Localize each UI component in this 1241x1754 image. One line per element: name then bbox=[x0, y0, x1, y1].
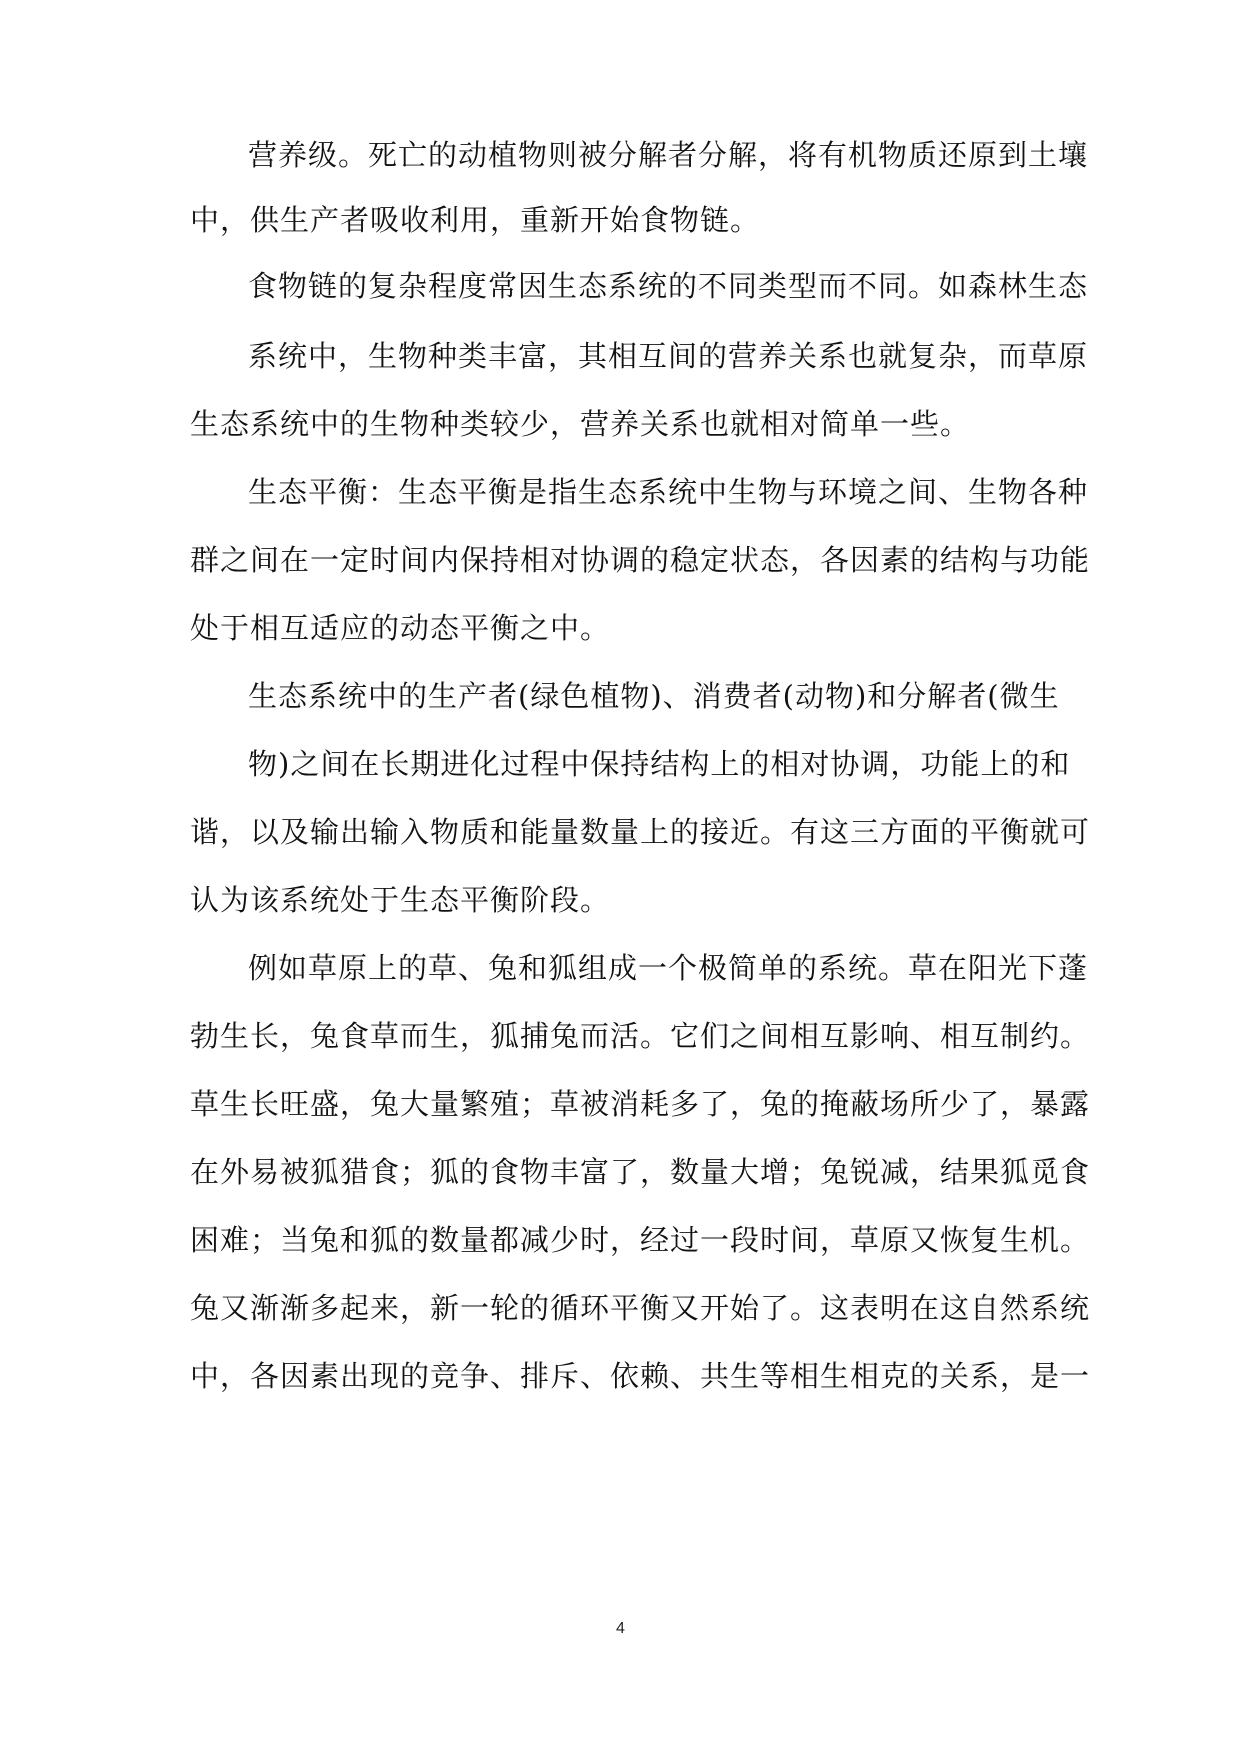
text-line: 勃生长，兔食草而生，狐捕兔而活。它们之间相互影响、相互制约。 bbox=[190, 1019, 1091, 1053]
text-line: 中，各因素出现的竞争、排斥、依赖、共生等相生相克的关系，是一 bbox=[190, 1359, 1091, 1393]
text-line: 在外易被狐猎食；狐的食物丰富了，数量大增；兔锐减，结果狐觅食 bbox=[190, 1155, 1091, 1189]
text-line: 系统中，生物种类丰富，其相互间的营养关系也就复杂，而草原 bbox=[248, 339, 1089, 373]
text-line: 中，供生产者吸收利用，重新开始食物链。 bbox=[190, 203, 761, 237]
text-line: 处于相互适应的动态平衡之中。 bbox=[190, 611, 611, 645]
text-line: 生态系统中的生产者(绿色植物)、消费者(动物)和分解者(微生 bbox=[248, 679, 1060, 713]
text-line: 例如草原上的草、兔和狐组成一个极简单的系统。草在阳光下蓬 bbox=[248, 951, 1089, 985]
text-line: 草生长旺盛，兔大量繁殖；草被消耗多了，兔的掩蔽场所少了，暴露 bbox=[190, 1087, 1091, 1121]
text-line: 物)之间在长期进化过程中保持结构上的相对协调，功能上的和 bbox=[248, 747, 1071, 781]
text-line: 食物链的复杂程度常因生态系统的不同类型而不同。如森林生态 bbox=[248, 269, 1089, 303]
text-line: 兔又渐渐多起来，新一轮的循环平衡又开始了。这表明在这自然系统 bbox=[190, 1291, 1091, 1325]
text-line: 认为该系统处于生态平衡阶段。 bbox=[190, 883, 611, 917]
text-line: 谐，以及输出输入物质和能量数量上的接近。有这三方面的平衡就可 bbox=[190, 815, 1091, 849]
text-line: 营养级。死亡的动植物则被分解者分解，将有机物质还原到土壤 bbox=[248, 138, 1089, 172]
text-line: 群之间在一定时间内保持相对协调的稳定状态，各因素的结构与功能 bbox=[190, 543, 1091, 577]
text-line: 生态系统中的生物种类较少，营养关系也就相对简单一些。 bbox=[190, 407, 971, 441]
text-line: 生态平衡：生态平衡是指生态系统中生物与环境之间、生物各种 bbox=[248, 475, 1089, 509]
text-line: 困难；当兔和狐的数量都减少时，经过一段时间，草原又恢复生机。 bbox=[190, 1223, 1091, 1257]
page-number: 4 bbox=[616, 1620, 625, 1637]
